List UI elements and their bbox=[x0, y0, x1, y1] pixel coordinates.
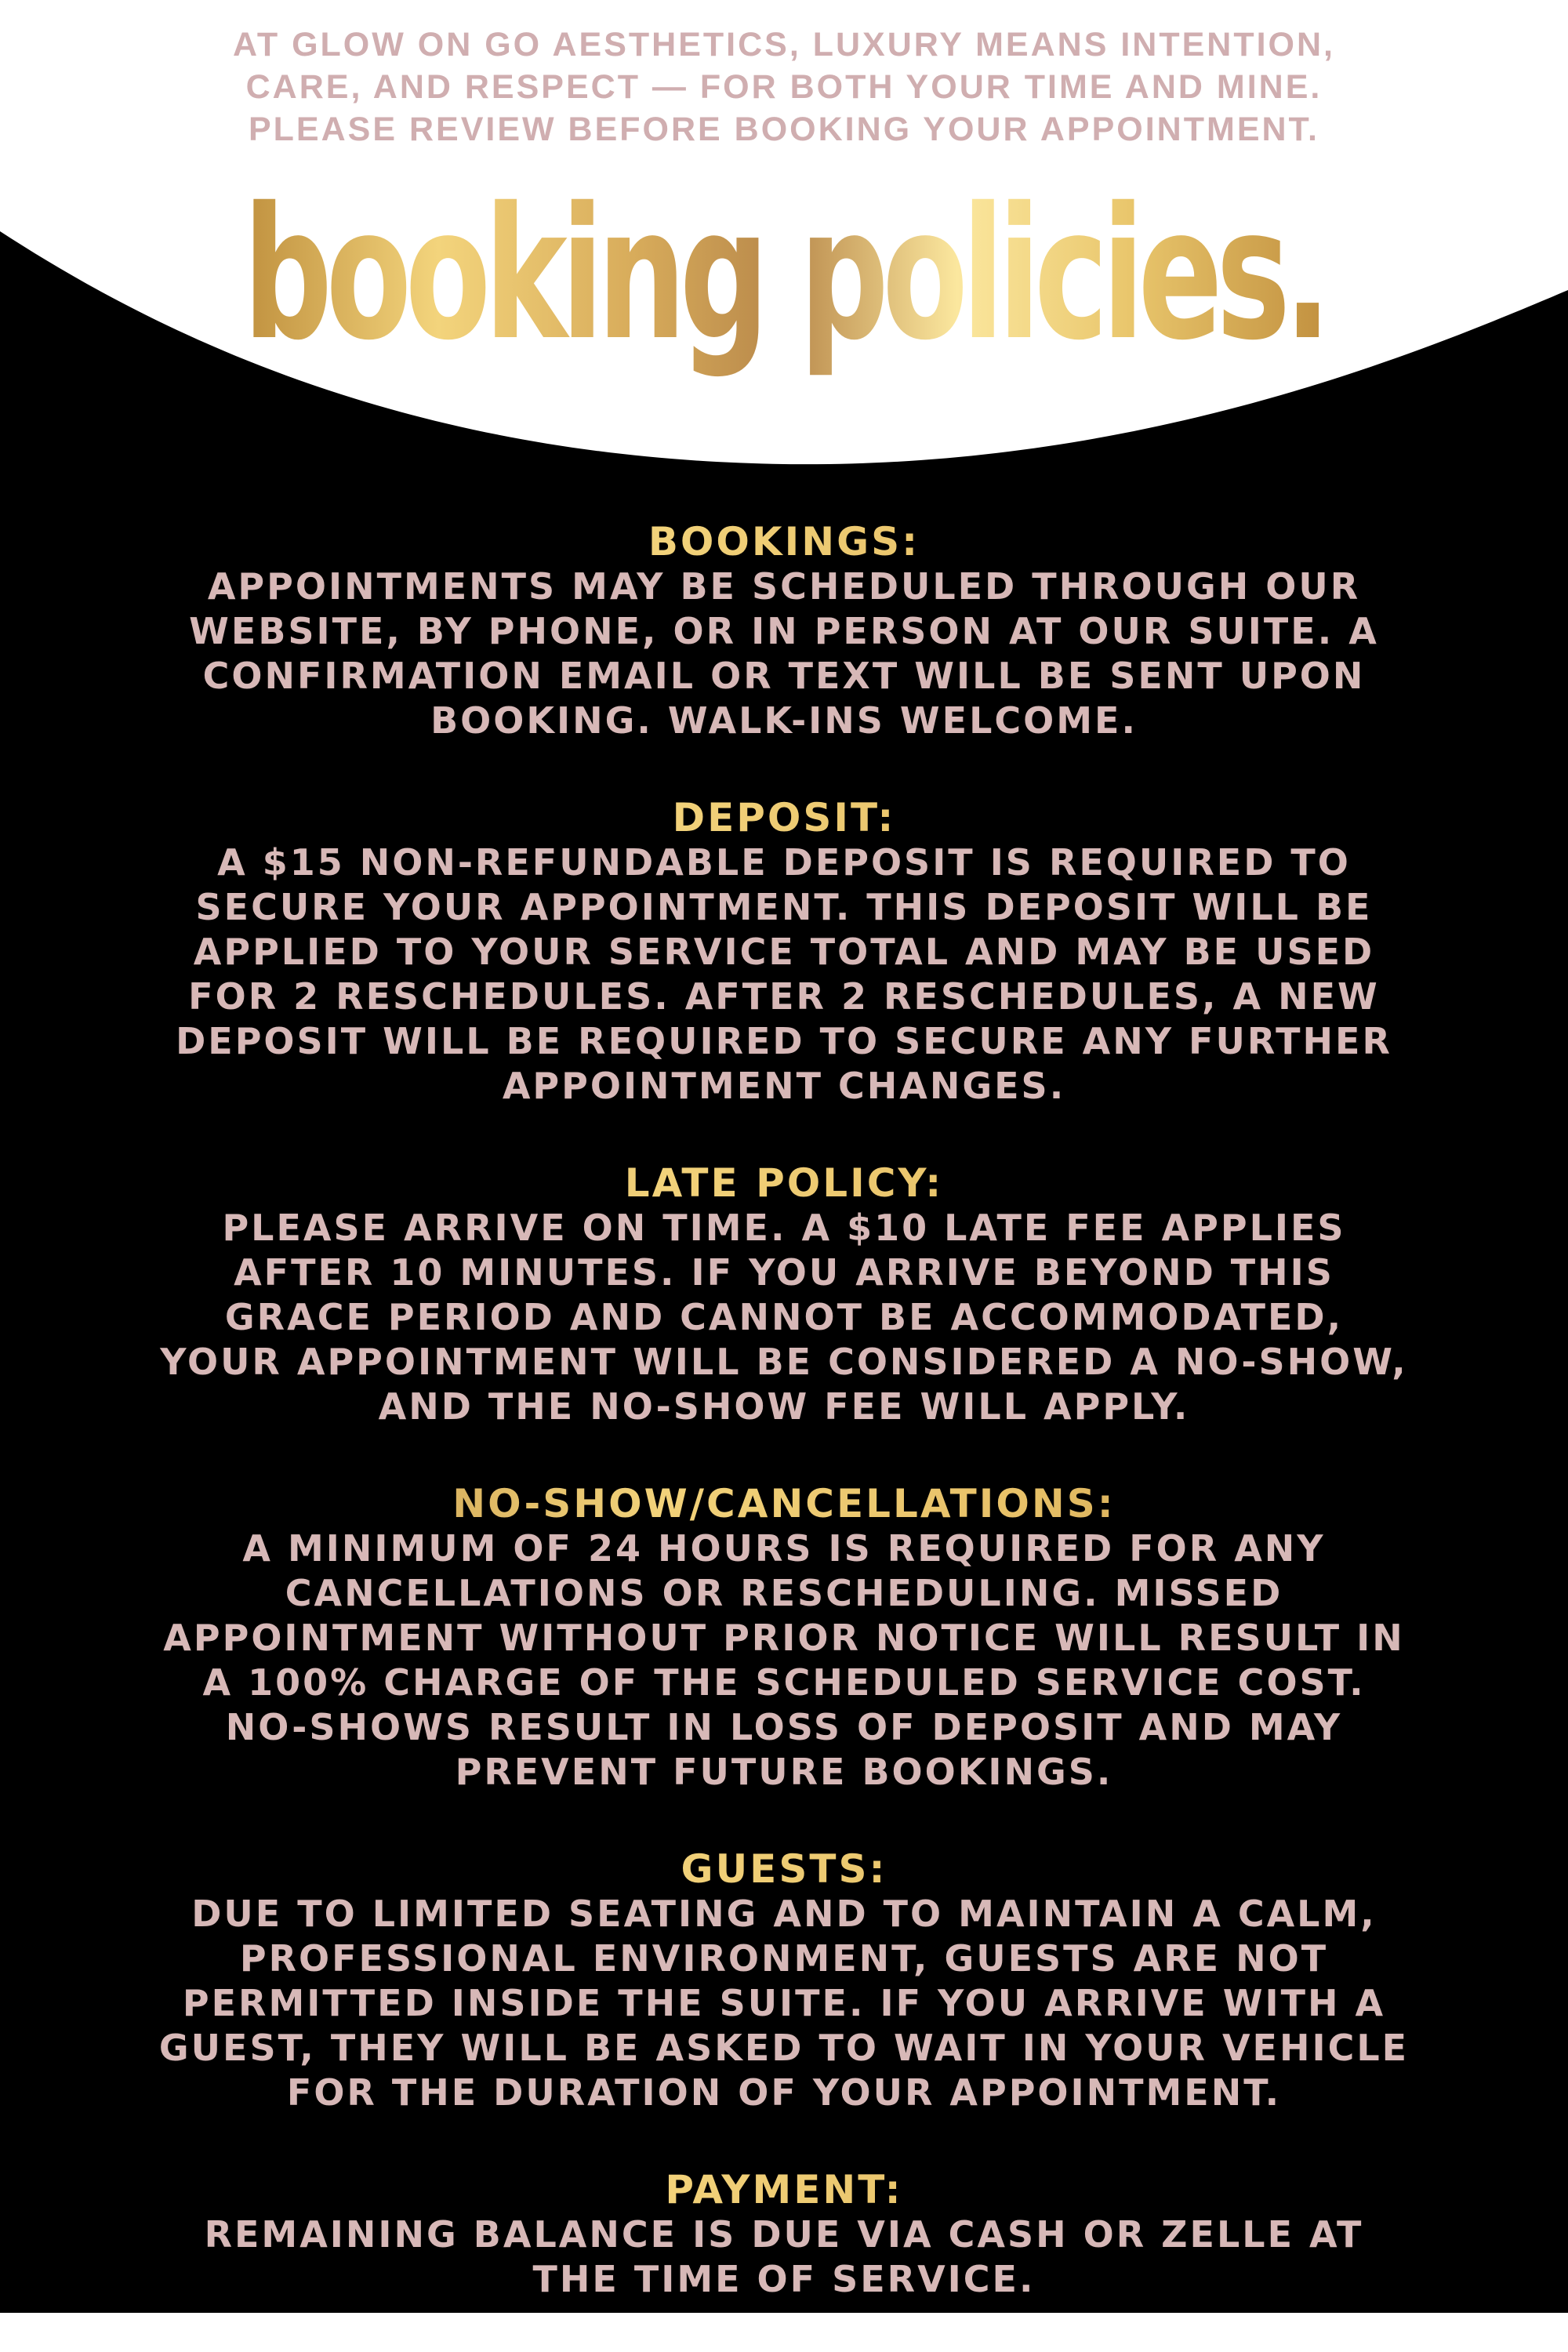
booking-policies-title: booking policies. bbox=[243, 188, 1325, 380]
guests-text: DUE TO LIMITED SEATING AND TO MAINTAIN A CALM, PROFESSIONAL ENVIRONMENT, GUESTS ARE NOT PERMITTED INSIDE THE SUITE. IF YOU ARRIVE WITH A GUEST, THEY WILL BE ASKED TO WAIT IN YOUR VEHICLE FOR THE DURATION OF YOUR APPOINTMENT. bbox=[158, 1893, 1410, 2114]
guests-heading: GUESTS: bbox=[157, 1846, 1411, 1892]
page-title bbox=[0, 188, 1568, 392]
guests-section bbox=[157, 1846, 1411, 2115]
policy-sections bbox=[157, 519, 1411, 2352]
intro-statement bbox=[0, 24, 1568, 151]
payment-section bbox=[157, 2167, 1411, 2302]
deposit-heading: DEPOSIT: bbox=[157, 795, 1411, 840]
no-show-cancellations-heading: NO-SHOW/CANCELLATIONS: bbox=[157, 1481, 1411, 1526]
bookings-text: APPOINTMENTS MAY BE SCHEDULED THROUGH OUR WEBSITE, BY PHONE, OR IN PERSON AT OUR SUITE. A CONFIRMATION EMAIL OR TEXT WILL BE SENT UPON BOOKING. WALK-INS WELCOME. bbox=[189, 565, 1379, 742]
deposit-section bbox=[157, 795, 1411, 1109]
payment-text: REMAINING BALANCE IS DUE VIA CASH OR ZELLE AT THE TIME OF SERVICE. bbox=[204, 2213, 1364, 2300]
late-policy-text: PLEASE ARRIVE ON TIME. A $10 LATE FEE APPLIES AFTER 10 MINUTES. IF YOU ARRIVE BEYOND THIS GRACE PERIOD AND CANNOT BE ACCOMMODATED, YOUR APPOINTMENT WILL BE CONSIDERED A NO-SHOW, AND THE NO-SHOW FEE WILL APPLY. bbox=[160, 1207, 1408, 1428]
deposit-text: A $15 NON-REFUNDABLE DEPOSIT IS REQUIRED TO SECURE YOUR APPOINTMENT. THIS DEPOSIT WILL BE APPLIED TO YOUR SERVICE TOTAL AND MAY BE USED FOR 2 RESCHEDULES. AFTER 2 RESCHEDULES, A NEW DEPOSIT WILL BE REQUIRED TO SECURE ANY FURTHER APPOINTMENT CHANGES. bbox=[176, 841, 1392, 1107]
late-policy-heading: LATE POLICY: bbox=[157, 1160, 1411, 1206]
no-show-cancellations-text: A MINIMUM OF 24 HOURS IS REQUIRED FOR ANY CANCELLATIONS OR RESCHEDULING. MISSED APPOINTMENT WITHOUT PRIOR NOTICE WILL RESULT IN A 100% CHARGE OF THE SCHEDULED SERVICE COST. NO-SHOWS RESULT IN LOSS OF DEPOSIT AND MAY PREVENT FUTURE BOOKINGS. bbox=[163, 1527, 1405, 1793]
intro-line-1: AT GLOW ON GO AESTHETICS, LUXURY MEANS INTENTION, bbox=[233, 26, 1335, 64]
payment-heading: PAYMENT: bbox=[157, 2167, 1411, 2212]
intro-line-2: CARE, AND RESPECT — FOR BOTH YOUR TIME AND MINE. bbox=[245, 68, 1323, 106]
late-policy-section bbox=[157, 1160, 1411, 1429]
bookings-heading: BOOKINGS: bbox=[157, 519, 1411, 564]
no-show-cancellations-section bbox=[157, 1481, 1411, 1795]
bookings-section bbox=[157, 519, 1411, 743]
intro-line-3: PLEASE REVIEW BEFORE BOOKING YOUR APPOINTMENT. bbox=[248, 111, 1320, 148]
